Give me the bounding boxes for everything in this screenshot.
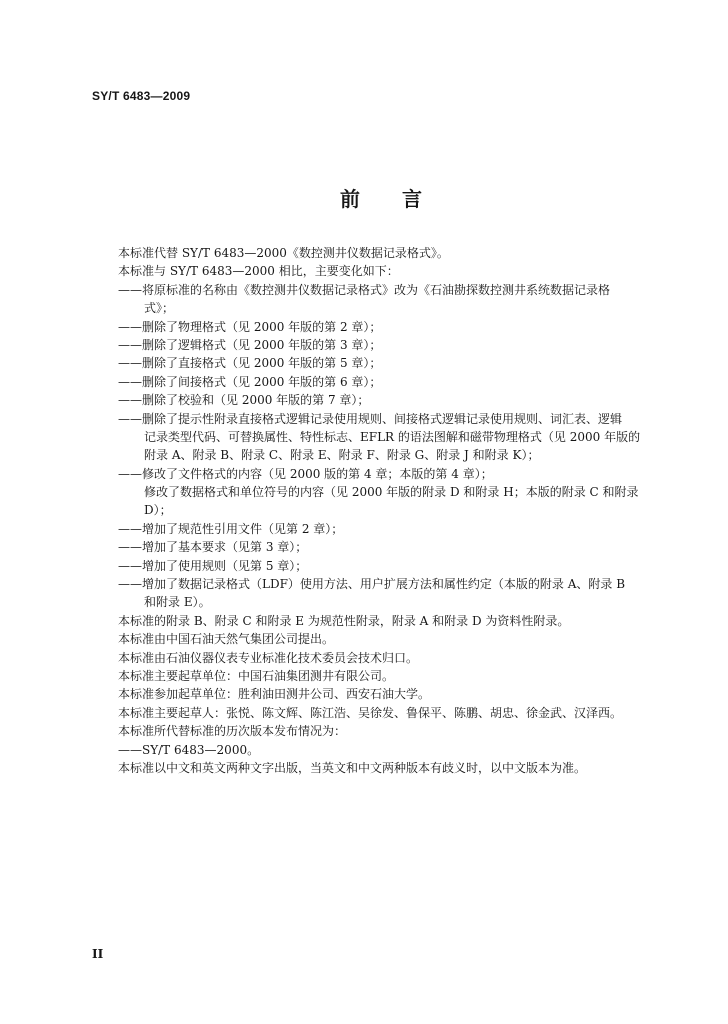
body-line: ——增加了基本要求（见第 3 章）；: [118, 540, 308, 555]
body-line: 本标准由石油仪器仪表专业标准化技术委员会技术归口。: [118, 650, 419, 665]
body-line: ——删除了间接格式（见 2000 年版的第 6 章）；: [118, 374, 382, 389]
page-number: II: [92, 947, 104, 961]
body-line: 修改了数据格式和单位符号的内容（见 2000 年版的附录 D 和附录 H；本版的附录 C 和附录: [144, 485, 639, 500]
body-line: ——SY/T 6483—2000。: [118, 742, 260, 757]
body-line: 本标准代替 SY/T 6483—2000《数控测井仪数据记录格式》。: [118, 246, 449, 260]
body-line: ——增加了使用规则（见第 5 章）；: [118, 558, 308, 573]
body-line: 本标准参加起草单位：胜利油田测井公司、西安石油大学。: [118, 687, 431, 702]
body-line: 本标准主要起草单位：中国石油集团测井有限公司。: [118, 668, 395, 683]
body-line: 本标准与 SY/T 6483—2000 相比，主要变化如下：: [118, 264, 399, 279]
body-line: 和附录 E）。: [144, 595, 211, 610]
title-char-2: 言: [402, 187, 422, 211]
body-line: 本标准的附录 B、附录 C 和附录 E 为规范性附录，附录 A 和附录 D 为资料性附录。: [118, 613, 570, 628]
body-line: 式》；: [144, 301, 175, 316]
body-line: 本标准由中国石油天然气集团公司提出。: [118, 632, 335, 647]
body-line: D）；: [144, 503, 172, 518]
foreword-body: [118, 244, 663, 777]
body-line: ——修改了文件格式的内容（见 2000 版的第 4 章；本版的第 4 章）；: [118, 466, 493, 481]
body-line: 记录类型代码、可替换属性、特性标志、EFLR 的语法图解和磁带物理格式（见 2000 年版的: [144, 429, 641, 444]
body-line: ——删除了物理格式（见 2000 年版的第 2 章）；: [118, 319, 382, 334]
standard-code: SY/T 6483—2009: [92, 89, 191, 103]
body-line: 附录 A、附录 B、附录 C、附录 E、附录 F、附录 G、附录 J 和附录 K）；: [144, 448, 540, 463]
body-line: 本标准所代替标准的历次版本发布情况为：: [118, 724, 347, 739]
body-line: 本标准主要起草人：张悦、陈文辉、陈江浩、吴徐发、鲁保平、陈鹏、胡忠、徐金武、汉泽西。: [118, 705, 623, 720]
body-line: ——删除了校验和（见 2000 年版的第 7 章）；: [118, 393, 370, 408]
body-line: ——增加了数据记录格式（LDF）使用方法、用户扩展方法和属性约定（本版的附录 A、附录 B: [118, 577, 626, 592]
title-char-1: 前: [340, 187, 360, 211]
body-line: ——增加了规范性引用文件（见第 2 章）；: [118, 521, 344, 536]
page-title: [340, 183, 430, 212]
body-line: 本标准以中文和英文两种文字出版，当英文和中文两种版本有歧义时，以中文版本为准。: [118, 760, 587, 775]
body-line: ——删除了逻辑格式（见 2000 年版的第 3 章）；: [118, 337, 382, 352]
body-line: ——将原标准的名称由《数控测井仪数据记录格式》改为《石油勘探数控测井系统数据记录格: [118, 282, 611, 297]
body-line: ——删除了提示性附录直接格式逻辑记录使用规则、间接格式逻辑记录使用规则、词汇表、逻辑: [118, 411, 623, 426]
body-line: ——删除了直接格式（见 2000 年版的第 5 章）；: [118, 356, 382, 371]
